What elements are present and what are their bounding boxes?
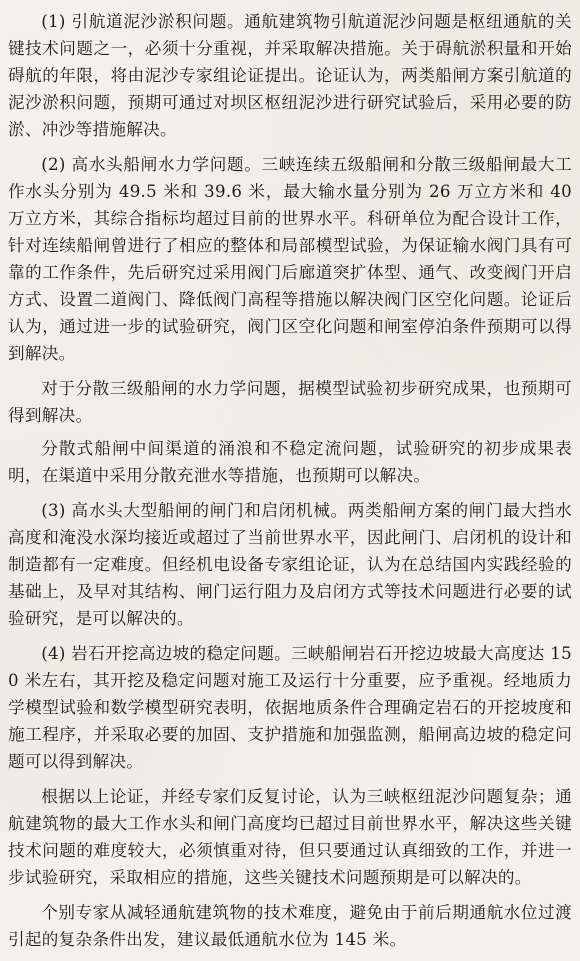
paragraph-gates-and-hoists: (3) 高水头大型船闸的闸门和启闭机械。两类船闸方案的闸门最大挡水高度和淹没水深均接近或超过了当前世界水平，因此闸门、启闭机的设计和制造都有一定难度。但经机电设备专家组论证，认为在总结国内实践经验的基础上，及早对其结构、闸门运行阻力及启闭方式等技术问题进行必要的试验研究，是可以解决的。 [8, 501, 572, 628]
paragraph-minimum-navigation-level: 个别专家从减轻通航建筑物的技术难度，避免由于前后期通航水位过渡引起的复杂条件出发，建议最低通航水位为 145 米。 [8, 903, 572, 949]
paragraph-conclusion: 根据以上论证，并经专家们反复讨论，认为三峡枢纽泥沙问题复杂；通航建筑物的最大工作水头和闸门高度均已超过目前世界水平，解决这些关键技术问题的难度较大，必须慎重对待，但只要通过认真细致的工作，并进一步试验研究，采取相应的措施，这些关键技术问题预期是可以解决的。 [8, 787, 572, 887]
document-body [8, 8, 572, 961]
paragraph-intermediate-channel-surge: 分散式船闸中间渠道的涌浪和不稳定流问题，试验研究的初步成果表明，在渠道中采用分散充泄水等措施，也预期可以解决。 [8, 439, 572, 485]
paragraph-high-head-hydraulics: (2) 高水头船闸水力学问题。三峡连续五级船闸和分散三级船闸最大工作水头分别为 49.5 米和 39.6 米，最大输水量分别为 26 万立方米和 40 万立方米，其综合指标均超过目前的世界水平。科研单位为配合设计工作，针对连续船闸曾进行了相应的整体和局部模型试验，为保证输水阀门具有可靠的工作条件，先后研究过采用阀门后廊道突扩体型、通气、改变阀门开启方式、设置二道阀门、降低阀门高程等措施以解决阀门区空化问题。论证后认为，通过进一步的试验研究，阀门区空化问题和闸室停泊条件预期可以得到解决。 [8, 155, 572, 363]
paragraph-navigation-channel-sediment: (1) 引航道泥沙淤积问题。通航建筑物引航道泥沙问题是枢纽通航的关键技术问题之一，必须十分重视，并采取解决措施。关于碍航淤积量和开始碍航的年限，将由泥沙专家组论证提出。论证认为，两类船闸方案引航道的泥沙淤积问题，预期可通过对坝区枢纽泥沙进行研究试验后，采用必要的防淤、冲沙等措施解决。 [8, 12, 572, 139]
paragraph-three-stage-hydraulics: 对于分散三级船闸的水力学问题，据模型试验初步研究成果，也预期可得到解决。 [8, 379, 572, 425]
paragraph-high-slope-stability: (4) 岩石开挖高边坡的稳定问题。三峡船闸岩石开挖边坡最大高度达 150 米左右，其开挖及稳定问题对施工及运行十分重要，应予重视。经地质力学模型试验和数学模型研究表明，依据地质条件合理确定岩石的开挖坡度和施工程序，并采取必要的加固、支护措施和加强监测，船闸高边坡的稳定问题可以得到解决。 [8, 644, 572, 771]
